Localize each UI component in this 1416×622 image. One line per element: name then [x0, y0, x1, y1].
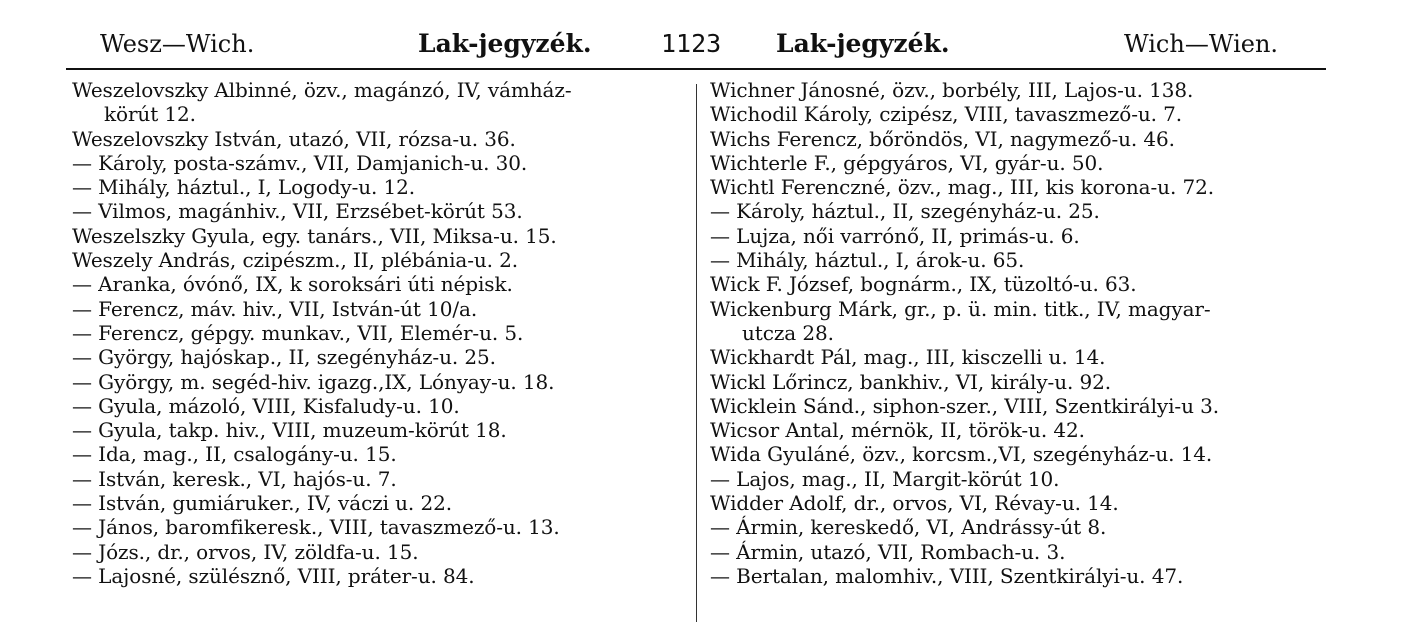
directory-entry-line: — István, keresk., VI, hajós-u. 7. [72, 466, 397, 491]
directory-entry-line: Wick F. József, bognárm., IX, tüzoltó-u. 63. [710, 272, 1137, 297]
left-column [72, 78, 692, 588]
directory-entry-line: Wichterle F., gépgyáros, VI, gyár-u. 50. [710, 150, 1104, 175]
directory-entry-line: Wichs Ferencz, bőröndös, VI, nagymező-u. 46. [710, 126, 1175, 151]
directory-entry-line: — István, gumiáruker., IV, váczi u. 22. [72, 491, 452, 516]
directory-entry-line: — Józs., dr., orvos, IV, zöldfa-u. 15. [72, 539, 419, 564]
header-left-range: Wesz—Wich. [100, 30, 255, 58]
page-header [0, 0, 1416, 60]
header-title-left: Lak-jegyzék. [418, 29, 592, 58]
directory-entry-line: — György, hajóskap., II, szegényház-u. 25. [72, 345, 496, 370]
directory-entry-line: Wida Gyuláné, özv., korcsm.,VI, szegényház-u. 14. [710, 442, 1213, 467]
directory-entry-line: — Ármin, utazó, VII, Rombach-u. 3. [710, 539, 1066, 564]
directory-entry-line: Wichtl Ferenczné, özv., mag., III, kis korona-u. 72. [710, 175, 1214, 200]
directory-entry-line: — Mihály, háztul., I, árok-u. 65. [710, 248, 1025, 273]
directory-entry-line: Wichner Jánosné, özv., borbély, III, Lajos-u. 138. [710, 78, 1194, 102]
directory-entry-line: — Lajosné, szülésznő, VIII, práter-u. 84. [72, 563, 475, 588]
directory-entry-line: — Bertalan, malomhiv., VIII, Szentkirályi-u. 47. [710, 563, 1184, 588]
column-divider [696, 84, 697, 622]
directory-entry-line: Wicsor Antal, mérnök, II, török-u. 42. [710, 418, 1085, 443]
directory-entry-line: Wickenburg Márk, gr., p. ü. min. titk., IV, magyar- [710, 296, 1211, 321]
header-rule [66, 68, 1326, 70]
directory-entry-line: körút 12. [104, 102, 196, 127]
directory-entry-line: Wichodil Károly, czipész, VIII, tavaszmező-u. 7. [710, 102, 1183, 127]
directory-entry-line: — Lajos, mag., II, Margit-körút 10. [710, 466, 1060, 491]
directory-entry-line: Weszelovszky Albinné, özv., magánzó, IV, vámház- [72, 78, 572, 102]
right-column [710, 78, 1335, 588]
directory-entry-line: — Ferencz, máv. hiv., VII, István-út 10/a. [72, 296, 478, 321]
directory-entry-line: — János, baromfikeresk., VIII, tavaszmező-u. 13. [72, 515, 560, 540]
directory-entry-line: — Lujza, női varrónő, II, primás-u. 6. [710, 223, 1080, 248]
header-title-right: Lak-jegyzék. [776, 29, 950, 58]
directory-entry-line: — Gyula, takp. hiv., VIII, muzeum-körút 18. [72, 418, 507, 443]
directory-entry-line: — Károly, posta-számv., VII, Damjanich-u. 30. [72, 150, 528, 175]
directory-entry-line: — Vilmos, magánhiv., VII, Erzsébet-körút 53. [72, 199, 523, 224]
page-number: 1123 [661, 29, 722, 58]
directory-entry-line: Wicklein Sánd., siphon-szer., VIII, Szentkirályi-u 3. [710, 393, 1219, 418]
directory-entry-line: Widder Adolf, dr., orvos, VI, Révay-u. 14. [710, 491, 1119, 516]
directory-entry-line: — Károly, háztul., II, szegényház-u. 25. [710, 199, 1100, 224]
directory-entry-line: Weszelovszky István, utazó, VII, rózsa-u. 36. [72, 126, 516, 151]
directory-entry-line: — Gyula, mázoló, VIII, Kisfaludy-u. 10. [72, 393, 460, 418]
directory-entry-line: — Ármin, kereskedő, VI, Andrássy-út 8. [710, 515, 1107, 540]
directory-entry-line: — Aranka, óvónő, IX, k soroksári úti népisk. [72, 272, 513, 297]
directory-entry-line: Weszelszky Gyula, egy. tanárs., VII, Miksa-u. 15. [72, 223, 557, 248]
directory-entry-line: Weszely András, czipészm., II, plébánia-u. 2. [72, 248, 519, 273]
directory-entry-line: Wickl Lőrincz, bankhiv., VI, király-u. 92. [710, 369, 1112, 394]
header-right-range: Wich—Wien. [1124, 30, 1279, 58]
directory-entry-line: — Ida, mag., II, csalogány-u. 15. [72, 442, 397, 467]
directory-entry-line: Wickhardt Pál, mag., III, kisczelli u. 14. [710, 345, 1106, 370]
directory-entry-line: utcza 28. [742, 320, 834, 345]
directory-entry-line: — Ferencz, gépgy. munkav., VII, Elemér-u. 5. [72, 320, 524, 345]
directory-entry-line: — György, m. segéd-hiv. igazg.,IX, Lónyay-u. 18. [72, 369, 555, 394]
directory-entry-line: — Mihály, háztul., I, Logody-u. 12. [72, 175, 416, 200]
